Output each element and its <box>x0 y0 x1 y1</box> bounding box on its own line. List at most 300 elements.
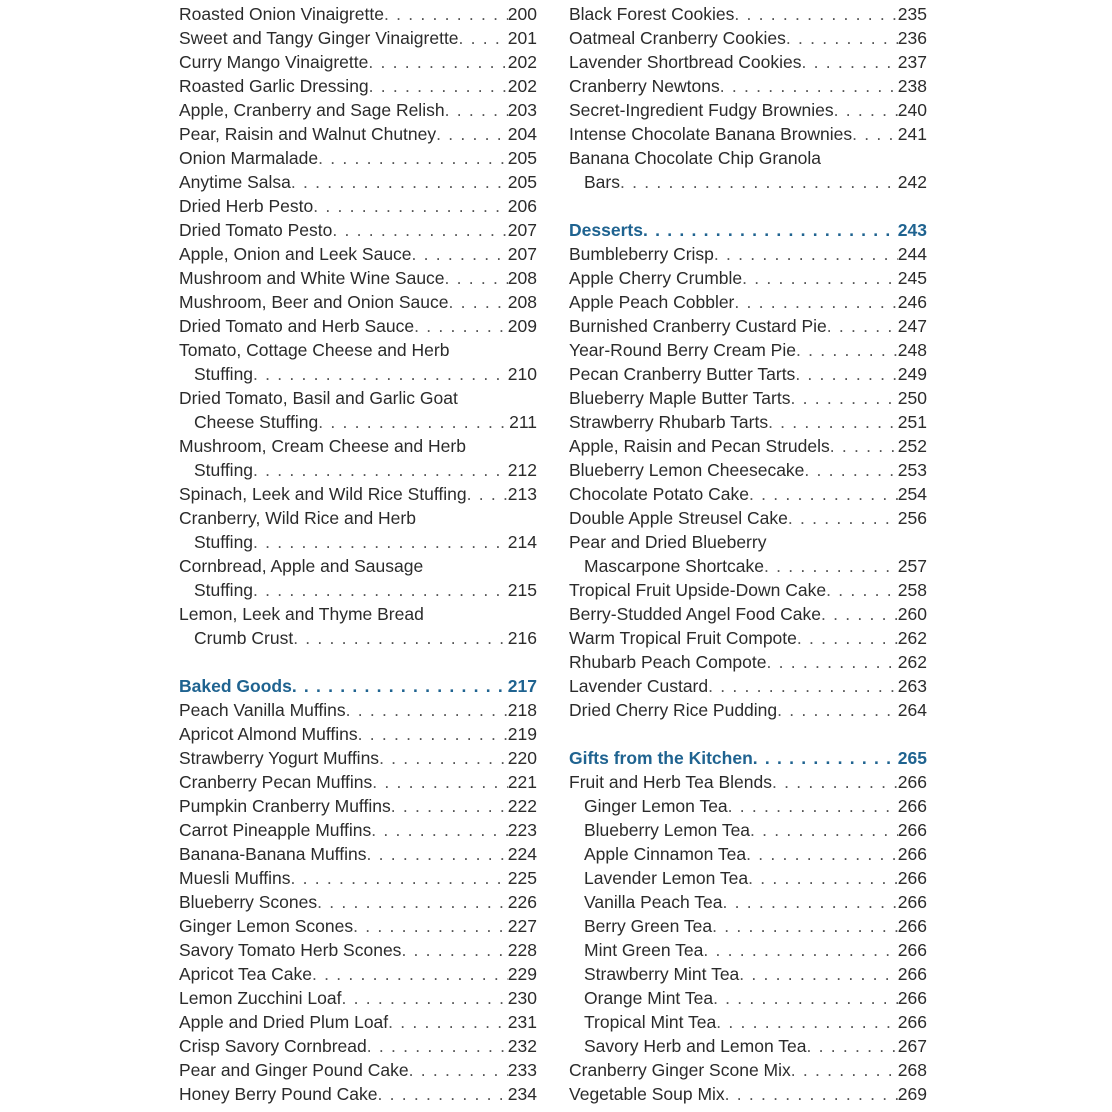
page-number: 240 <box>897 100 927 120</box>
dot-leader <box>716 1010 898 1034</box>
toc-entry <box>179 266 537 290</box>
dot-leader <box>445 98 508 122</box>
page-number: 266 <box>897 892 927 912</box>
toc-subentry <box>569 794 927 818</box>
toc-entry <box>179 866 537 890</box>
page-number: 201 <box>507 28 537 48</box>
entry-title: Lavender Custard <box>569 676 709 696</box>
page-number: 249 <box>897 364 927 384</box>
toc-entry-first-line <box>569 530 927 554</box>
toc-entry <box>569 626 927 650</box>
toc-entry <box>569 770 927 794</box>
toc-entry <box>569 1058 927 1082</box>
page-number: 219 <box>507 724 537 744</box>
toc-entry <box>179 890 537 914</box>
dot-leader <box>332 218 507 242</box>
dot-leader <box>367 1034 508 1058</box>
toc-entry <box>179 1058 537 1082</box>
entry-title: Berry Green Tea <box>584 916 713 936</box>
dot-leader <box>764 554 898 578</box>
dot-leader <box>436 122 508 146</box>
toc-entry <box>569 122 927 146</box>
entry-title: Year-Round Berry Cream Pie <box>569 340 796 360</box>
entry-title: Apple and Dried Plum Loaf <box>179 1012 389 1032</box>
entry-title: Ginger Lemon Scones <box>179 916 354 936</box>
entry-title: Fruit and Herb Tea Blends <box>569 772 772 792</box>
page-number: 228 <box>507 940 537 960</box>
entry-title-continued: Bars <box>584 172 620 192</box>
entry-title: Secret-Ingredient Fudgy Brownies <box>569 100 834 120</box>
dot-leader <box>712 914 898 938</box>
entry-title: Honey Berry Pound Cake <box>179 1084 378 1104</box>
page-number: 254 <box>897 484 927 504</box>
toc-entry <box>179 146 537 170</box>
entry-title-continued: Cheese Stuffing <box>194 412 319 432</box>
page-number: 226 <box>507 892 537 912</box>
dot-leader <box>318 146 508 170</box>
page-number: 234 <box>507 1084 537 1104</box>
page-number: 217 <box>507 676 537 696</box>
entry-title: Mint Green Tea <box>584 940 704 960</box>
dot-leader <box>391 794 508 818</box>
toc-entry <box>179 1082 537 1106</box>
page-number: 215 <box>507 580 537 600</box>
toc-entry <box>179 770 537 794</box>
toc-subentry <box>569 962 927 986</box>
dot-leader <box>739 962 898 986</box>
entry-title: Oatmeal Cranberry Cookies <box>569 28 786 48</box>
page-number: 204 <box>507 124 537 144</box>
page-number: 266 <box>897 820 927 840</box>
entry-title: Berry-Studded Angel Food Cake <box>569 604 821 624</box>
dot-leader <box>412 242 508 266</box>
section-heading <box>569 746 927 770</box>
entry-title: Blueberry Scones <box>179 892 318 912</box>
entry-title: Peach Vanilla Muffins <box>179 700 346 720</box>
dot-leader <box>777 698 898 722</box>
dot-leader <box>318 410 509 434</box>
dot-leader <box>821 602 898 626</box>
entry-title: Mushroom, Cream Cheese and Herb <box>179 436 466 456</box>
toc-entry <box>179 842 537 866</box>
toc-subentry <box>569 1010 927 1034</box>
toc-entry-continuation <box>569 170 927 194</box>
page-number: 245 <box>897 268 927 288</box>
page-number: 266 <box>897 868 927 888</box>
dot-leader <box>409 1058 508 1082</box>
entry-title: Dried Cherry Rice Pudding <box>569 700 778 720</box>
page-number: 227 <box>507 916 537 936</box>
page-number: 266 <box>897 988 927 1008</box>
entry-title: Blueberry Lemon Tea <box>584 820 751 840</box>
page-number: 229 <box>507 964 537 984</box>
page-number: 208 <box>507 268 537 288</box>
toc-subentry <box>569 986 927 1010</box>
entry-title: Apple Peach Cobbler <box>569 292 735 312</box>
entry-title: Curry Mango Vinaigrette <box>179 52 369 72</box>
toc-entry <box>179 50 537 74</box>
page-number: 202 <box>507 52 537 72</box>
toc-entry <box>179 1010 537 1034</box>
page-number: 232 <box>507 1036 537 1056</box>
dot-leader <box>401 938 507 962</box>
entry-title-continued: Stuffing <box>194 364 254 384</box>
dot-leader <box>768 410 898 434</box>
page-number: 268 <box>897 1060 927 1080</box>
toc-entry <box>179 482 537 506</box>
entry-title: Apple, Raisin and Pecan Strudels <box>569 436 830 456</box>
toc-entry <box>569 26 927 50</box>
dot-leader <box>725 1082 898 1106</box>
page-number: 262 <box>897 652 927 672</box>
toc-entry <box>569 1082 927 1106</box>
page-number: 212 <box>507 460 537 480</box>
toc-entry-first-line <box>179 386 537 410</box>
page-number: 266 <box>897 916 927 936</box>
toc-subentry <box>569 818 927 842</box>
page-number: 233 <box>507 1060 537 1080</box>
entry-title: Savory Tomato Herb Scones <box>179 940 402 960</box>
toc-entry-first-line <box>569 146 927 170</box>
page-number: 207 <box>507 244 537 264</box>
entry-title: Baked Goods <box>179 676 292 696</box>
page-number: 241 <box>897 124 927 144</box>
entry-title: Apricot Tea Cake <box>179 964 312 984</box>
entry-title: Pear, Raisin and Walnut Chutney <box>179 124 437 144</box>
dot-leader <box>713 986 898 1010</box>
entry-title: Mushroom and White Wine Sauce <box>179 268 445 288</box>
entry-title: Desserts <box>569 220 643 240</box>
entry-title: Burnished Cranberry Custard Pie <box>569 316 827 336</box>
page-number: 238 <box>897 76 927 96</box>
page-number: 267 <box>897 1036 927 1056</box>
entry-title: Dried Tomato and Herb Sauce <box>179 316 415 336</box>
dot-leader <box>291 170 508 194</box>
page-number: 231 <box>507 1012 537 1032</box>
page-number: 225 <box>507 868 537 888</box>
toc-entry <box>179 794 537 818</box>
dot-leader <box>372 770 508 794</box>
toc-entry <box>179 314 537 338</box>
entry-title: Pear and Ginger Pound Cake <box>179 1060 409 1080</box>
page-number: 235 <box>897 4 927 24</box>
dot-leader <box>317 890 508 914</box>
page-number: 246 <box>897 292 927 312</box>
entry-title: Double Apple Streusel Cake <box>569 508 788 528</box>
page-number: 218 <box>507 700 537 720</box>
entry-title: Mushroom, Beer and Onion Sauce <box>179 292 449 312</box>
toc-entry <box>569 458 927 482</box>
dot-leader <box>366 842 507 866</box>
dot-leader <box>788 506 898 530</box>
page-number: 248 <box>897 340 927 360</box>
toc-entry-continuation <box>179 530 537 554</box>
toc-entry-continuation <box>569 554 927 578</box>
dot-leader <box>293 626 508 650</box>
page-number: 266 <box>897 940 927 960</box>
entry-title: Muesli Muffins <box>179 868 291 888</box>
toc-entry <box>569 434 927 458</box>
entry-title: Gifts from the Kitchen <box>569 748 753 768</box>
page-number: 230 <box>507 988 537 1008</box>
toc-left-column <box>179 2 537 1106</box>
page-number: 203 <box>507 100 537 120</box>
toc-entry <box>179 698 537 722</box>
toc-entry <box>179 122 537 146</box>
page-number: 205 <box>507 148 537 168</box>
entry-title: Chocolate Potato Cake <box>569 484 749 504</box>
entry-title: Apple Cherry Crumble <box>569 268 743 288</box>
page-number: 224 <box>507 844 537 864</box>
toc-entry <box>569 242 927 266</box>
section-spacer <box>569 722 927 746</box>
entry-title: Onion Marmalade <box>179 148 319 168</box>
toc-entry <box>179 218 537 242</box>
dot-leader <box>742 266 898 290</box>
dot-leader <box>830 434 898 458</box>
dot-leader <box>802 50 898 74</box>
entry-title-continued: Mascarpone Shortcake <box>584 556 764 576</box>
dot-leader <box>852 122 898 146</box>
page-number: 206 <box>507 196 537 216</box>
toc-entry <box>569 98 927 122</box>
toc-entry <box>569 2 927 26</box>
toc-entry <box>569 74 927 98</box>
entry-title: Savory Herb and Lemon Tea <box>584 1036 807 1056</box>
dot-leader <box>786 26 898 50</box>
section-heading <box>569 218 927 242</box>
page-number: 237 <box>897 52 927 72</box>
dot-leader <box>734 290 897 314</box>
entry-title-continued: Stuffing <box>194 532 254 552</box>
toc-entry-first-line <box>179 434 537 458</box>
page-number: 244 <box>897 244 927 264</box>
page-number: 266 <box>897 796 927 816</box>
dot-leader <box>414 314 508 338</box>
page-number: 269 <box>897 1084 927 1104</box>
page-number: 207 <box>507 220 537 240</box>
dot-leader <box>388 1010 508 1034</box>
dot-leader <box>358 722 508 746</box>
entry-title: Roasted Onion Vinaigrette <box>179 4 384 24</box>
entry-title: Roasted Garlic Dressing <box>179 76 369 96</box>
toc-entry <box>179 98 537 122</box>
toc-subentry <box>569 914 927 938</box>
toc-subentry <box>569 842 927 866</box>
dot-leader <box>620 170 898 194</box>
toc-entry <box>179 938 537 962</box>
toc-entry <box>179 746 537 770</box>
toc-entry <box>179 818 537 842</box>
dot-leader <box>253 362 508 386</box>
page-number: 205 <box>507 172 537 192</box>
toc-entry-continuation <box>179 458 537 482</box>
toc-entry <box>569 482 927 506</box>
entry-title: Warm Tropical Fruit Compote <box>569 628 797 648</box>
dot-leader <box>834 98 898 122</box>
toc-entry <box>179 170 537 194</box>
entry-title: Blueberry Lemon Cheesecake <box>569 460 805 480</box>
dot-leader <box>790 386 897 410</box>
page-number: 252 <box>897 436 927 456</box>
entry-title: Black Forest Cookies <box>569 4 735 24</box>
toc-entry <box>569 386 927 410</box>
dot-leader <box>253 578 508 602</box>
toc-entry <box>179 242 537 266</box>
dot-leader <box>827 314 898 338</box>
entry-title: Vegetable Soup Mix <box>569 1084 725 1104</box>
toc-entry <box>569 674 927 698</box>
entry-title: Cranberry Newtons <box>569 76 720 96</box>
dot-leader <box>806 1034 897 1058</box>
page-number: 266 <box>897 1012 927 1032</box>
page-number: 260 <box>897 604 927 624</box>
entry-title: Tropical Mint Tea <box>584 1012 717 1032</box>
dot-leader <box>371 818 508 842</box>
entry-title: Pecan Cranberry Butter Tarts <box>569 364 796 384</box>
entry-title: Lavender Lemon Tea <box>584 868 749 888</box>
entry-title-continued: Stuffing <box>194 460 254 480</box>
dot-leader <box>750 818 898 842</box>
toc-entry-continuation <box>179 626 537 650</box>
page-number: 220 <box>507 748 537 768</box>
page-number: 223 <box>507 820 537 840</box>
dot-leader <box>796 338 898 362</box>
entry-title: Pumpkin Cranberry Muffins <box>179 796 391 816</box>
entry-title: Intense Chocolate Banana Brownies <box>569 124 853 144</box>
page-number: 202 <box>507 76 537 96</box>
entry-title: Apple, Cranberry and Sage Relish <box>179 100 445 120</box>
entry-title: Cranberry Pecan Muffins <box>179 772 373 792</box>
toc-subentry <box>569 890 927 914</box>
page-number: 250 <box>897 388 927 408</box>
toc-entry <box>569 698 927 722</box>
toc-entry <box>569 506 927 530</box>
toc-entry-first-line <box>179 338 537 362</box>
page-number: 216 <box>507 628 537 648</box>
dot-leader <box>791 1058 898 1082</box>
page-number: 200 <box>507 4 537 24</box>
dot-leader <box>341 986 507 1010</box>
toc-subentry <box>569 938 927 962</box>
page-number: 257 <box>897 556 927 576</box>
entry-title: Apple Cinnamon Tea <box>584 844 747 864</box>
page-number: 253 <box>897 460 927 480</box>
dot-leader <box>368 50 507 74</box>
toc-entry-continuation <box>179 362 537 386</box>
dot-leader <box>722 890 897 914</box>
entry-title: Apricot Almond Muffins <box>179 724 358 744</box>
page-number: 251 <box>897 412 927 432</box>
entry-title: Tomato, Cottage Cheese and Herb <box>179 340 450 360</box>
dot-leader <box>291 866 508 890</box>
dot-leader <box>377 1082 507 1106</box>
dot-leader <box>459 26 508 50</box>
dot-leader <box>804 458 897 482</box>
dot-leader <box>448 290 507 314</box>
toc-entry-first-line <box>179 506 537 530</box>
dot-leader <box>384 2 508 26</box>
toc-entry-continuation <box>179 578 537 602</box>
page-number: 262 <box>897 628 927 648</box>
entry-title: Dried Herb Pesto <box>179 196 314 216</box>
entry-title: Rhubarb Peach Compote <box>569 652 767 672</box>
dot-leader <box>353 914 508 938</box>
dot-leader <box>749 482 898 506</box>
section-spacer <box>569 194 927 218</box>
dot-leader <box>797 626 898 650</box>
dot-leader <box>734 2 897 26</box>
page-number: 247 <box>897 316 927 336</box>
page-number: 264 <box>897 700 927 720</box>
toc-entry <box>569 602 927 626</box>
toc-entry <box>179 986 537 1010</box>
toc-entry <box>179 74 537 98</box>
toc-right-column <box>569 2 927 1106</box>
dot-leader <box>346 698 508 722</box>
entry-title: Spinach, Leek and Wild Rice Stuffing <box>179 484 467 504</box>
toc-entry <box>179 722 537 746</box>
entry-title: Anytime Salsa <box>179 172 291 192</box>
dot-leader <box>445 266 508 290</box>
page-number: 266 <box>897 964 927 984</box>
toc-entry <box>569 314 927 338</box>
toc-entry <box>569 362 927 386</box>
page-number: 236 <box>897 28 927 48</box>
toc-subentry <box>569 866 927 890</box>
entry-title: Bumbleberry Crisp <box>569 244 714 264</box>
page-number: 210 <box>507 364 537 384</box>
dot-leader <box>312 962 508 986</box>
entry-title: Dried Tomato Pesto <box>179 220 333 240</box>
dot-leader <box>253 530 508 554</box>
toc-entry <box>179 290 537 314</box>
entry-title: Carrot Pineapple Muffins <box>179 820 372 840</box>
dot-leader <box>748 866 898 890</box>
entry-title: Strawberry Rhubarb Tarts <box>569 412 769 432</box>
page-number: 222 <box>507 796 537 816</box>
entry-title: Sweet and Tangy Ginger Vinaigrette <box>179 28 459 48</box>
entry-title: Cranberry, Wild Rice and Herb <box>179 508 416 528</box>
dot-leader <box>369 74 508 98</box>
dot-leader <box>253 458 508 482</box>
toc-entry <box>569 578 927 602</box>
page-number: 209 <box>507 316 537 336</box>
entry-title: Pear and Dried Blueberry <box>569 532 767 552</box>
page-number: 242 <box>897 172 927 192</box>
dot-leader <box>643 218 898 242</box>
entry-title: Lemon Zucchini Loaf <box>179 988 342 1008</box>
toc-entry <box>569 338 927 362</box>
dot-leader <box>379 746 508 770</box>
dot-leader <box>826 578 898 602</box>
entry-title: Strawberry Mint Tea <box>584 964 740 984</box>
toc-entry <box>179 1034 537 1058</box>
toc-entry <box>569 266 927 290</box>
toc-entry <box>179 2 537 26</box>
toc-entry-first-line <box>179 602 537 626</box>
entry-title: Crisp Savory Cornbread <box>179 1036 367 1056</box>
entry-title: Cranberry Ginger Scone Mix <box>569 1060 791 1080</box>
dot-leader <box>714 242 898 266</box>
toc-entry <box>569 650 927 674</box>
toc-entry <box>179 194 537 218</box>
dot-leader <box>708 674 898 698</box>
toc-entry-first-line <box>179 554 537 578</box>
dot-leader <box>292 674 508 698</box>
page-number: 208 <box>507 292 537 312</box>
page-number: 214 <box>507 532 537 552</box>
